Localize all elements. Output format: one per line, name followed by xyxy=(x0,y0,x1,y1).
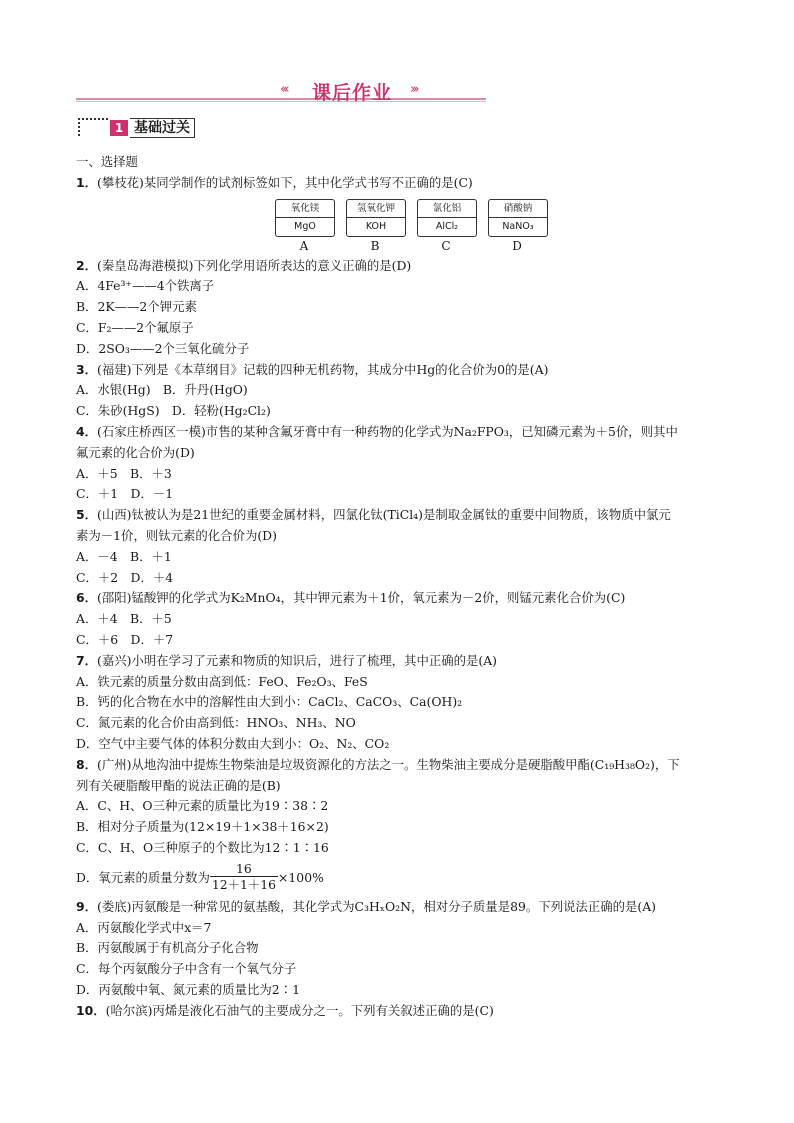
reagent-name: 氢氧化钾 xyxy=(347,200,405,218)
option: A．铁元素的质量分数由高到低：FeO、Fe₂O₃、FeS xyxy=(76,673,368,689)
option: B．相对分子质量为(12×19＋1×38＋16×2) xyxy=(76,819,329,835)
question-1 xyxy=(76,173,726,194)
reagent-formula: AlCl₂ xyxy=(435,221,459,232)
option: B．丙氨酸属于有机高分子化合物 xyxy=(76,940,259,956)
reagent-label-c xyxy=(417,199,477,237)
option: A．C、H、O三种元素的质量比为19∶38∶2 xyxy=(76,798,329,814)
option: D．空气中主要气体的体积分数由大到小：O₂、N₂、CO₂ xyxy=(76,735,390,751)
question-6 xyxy=(76,588,726,609)
option: B．2K——2个钾元素 xyxy=(76,299,197,315)
option: A．＋4 B．＋5 xyxy=(76,611,172,627)
reagent-name: 氯化铝 xyxy=(418,200,476,218)
header-title: 课后作业 xyxy=(312,82,393,104)
reagent-label-b xyxy=(346,199,406,237)
reagent-letter: A xyxy=(299,239,309,253)
question-7 xyxy=(76,651,726,672)
question-text: (邵阳)锰酸钾的化学式为K₂MnO₄，其中钾元素为＋1价，氧元素为－2价，则锰元素化合价为(C) xyxy=(97,590,626,606)
question-text: (嘉兴)小明在学习了元素和物质的知识后，进行了梳理，其中正确的是(A) xyxy=(97,652,498,668)
chevron-left-icon: ‹‹‹ xyxy=(280,82,287,97)
question-number: 2． xyxy=(76,257,98,273)
option: D．2SO₃——2个三氧化硫分子 xyxy=(76,340,250,356)
option-fraction xyxy=(76,859,726,897)
question-text: (哈尔滨)丙烯是液化石油气的主要成分之一。下列有关叙述正确的是(C) xyxy=(105,1002,494,1018)
header-rule xyxy=(76,98,486,100)
question-text-cont: 素为－1价，则钛元素的化合价为(D) xyxy=(76,527,277,543)
reagent-label-d xyxy=(488,199,548,237)
header-rule-thin xyxy=(76,101,486,102)
option: C．氮元素的化合价由高到低：HNO₃、NH₃、NO xyxy=(76,715,356,731)
question-number: 7． xyxy=(76,652,98,668)
reagent-formula: KOH xyxy=(365,221,387,232)
option: C．C、H、O三种原子的个数比为12∶1∶16 xyxy=(76,839,329,855)
section-number: 1 xyxy=(110,120,128,136)
question-number: 1． xyxy=(76,174,98,190)
question-number: 10． xyxy=(76,1002,106,1018)
reagent-formula: MgO xyxy=(294,221,316,232)
question-9 xyxy=(76,897,726,918)
reagent-formula: NaNO₃ xyxy=(502,221,534,232)
question-text: (娄底)丙氨酸是一种常见的氨基酸，其化学式为C₃HₓO₂N，相对分子质量是89。下列说法正确的是(A) xyxy=(97,898,656,914)
option: A．＋5 B．＋3 xyxy=(76,465,172,481)
option: A．丙氨酸化学式中x＝7 xyxy=(76,919,212,935)
question-number: 4． xyxy=(76,423,98,439)
option: C．F₂——2个氟原子 xyxy=(76,319,194,335)
option: A．水银(Hg) B．升丹(HgO) xyxy=(76,382,248,398)
option: C．＋1 D．－1 xyxy=(76,486,174,502)
chevron-right-icon: ››› xyxy=(410,82,417,97)
question-number: 5． xyxy=(76,507,98,523)
part-title: 一、选择题 xyxy=(76,154,138,169)
question-number: 6． xyxy=(76,590,98,606)
fraction-denominator: 12＋1＋16 xyxy=(211,876,277,892)
reagent-label-a xyxy=(275,199,335,237)
question-text-cont: 列有关硬脂酸甲酯的说法正确的是(B) xyxy=(76,777,281,793)
question-text-cont: 氟元素的化合价为(D) xyxy=(76,444,195,460)
reagent-name: 硝酸钠 xyxy=(489,200,547,218)
reagent-letter: C xyxy=(441,239,451,253)
question-10 xyxy=(76,1001,726,1022)
question-text: (秦皇岛海港模拟)下列化学用语所表达的意义正确的是(D) xyxy=(97,257,412,273)
homework-header xyxy=(76,78,486,104)
reagent-letter: B xyxy=(370,239,380,253)
question-text: (石家庄桥西区一模)市售的某种含氟牙膏中有一种药物的化学式为Na₂FPO₃，已知磷元素为＋5价，则其中 xyxy=(97,423,678,439)
option: A．－4 B．＋1 xyxy=(76,548,172,564)
section-dotted-border xyxy=(78,118,108,120)
option: C．＋2 D．＋4 xyxy=(76,569,174,585)
option: C．朱砂(HgS) D．轻粉(Hg₂Cl₂) xyxy=(76,403,271,419)
question-number: 3． xyxy=(76,361,98,377)
option: B．钙的化合物在水中的溶解性由大到小：CaCl₂、CaCO₃、Ca(OH)₂ xyxy=(76,694,463,710)
fraction-prefix: D．氧元素的质量分数为 xyxy=(76,869,210,885)
question-number: 9． xyxy=(76,898,98,914)
question-text: (福建)下列是《本草纲目》记载的四种无机药物，其成分中Hg的化合价为0的是(A) xyxy=(97,361,549,377)
section-label: 基础过关 xyxy=(130,118,195,138)
question-2 xyxy=(76,256,726,277)
question-list xyxy=(76,152,726,1021)
question-text: (山西)钛被认为是21世纪的重要金属材料，四氯化钛(TiCl₄)是制取金属钛的重要中间物质，该物质中氯元 xyxy=(97,507,671,523)
option: A．4Fe³⁺——4个铁离子 xyxy=(76,278,215,294)
question-text: (攀枝花)某同学制作的试剂标签如下，其中化学式书写不正确的是(C) xyxy=(97,174,473,190)
fraction xyxy=(210,861,278,892)
fraction-suffix: ×100% xyxy=(278,869,324,885)
question-text: (广州)从地沟油中提炼生物柴油是垃圾资源化的方法之一。生物柴油主要成分是硬脂酸甲酯(C₁₉H₃₈O₂)，下 xyxy=(97,756,680,772)
question-4 xyxy=(76,422,726,443)
question-number: 8． xyxy=(76,756,98,772)
reagent-name: 氧化镁 xyxy=(276,200,334,218)
question-8 xyxy=(76,755,726,776)
section-dotted-border-left xyxy=(78,118,80,136)
question-5 xyxy=(76,505,726,526)
option: C．＋6 D．＋7 xyxy=(76,631,174,647)
fraction-numerator: 16 xyxy=(210,861,278,877)
option: D．丙氨酸中氧、氮元素的质量比为2∶1 xyxy=(76,981,300,997)
option: C．每个丙氨酸分子中含有一个氧气分子 xyxy=(76,961,297,977)
reagent-letter: D xyxy=(512,239,522,253)
question-3 xyxy=(76,360,726,381)
